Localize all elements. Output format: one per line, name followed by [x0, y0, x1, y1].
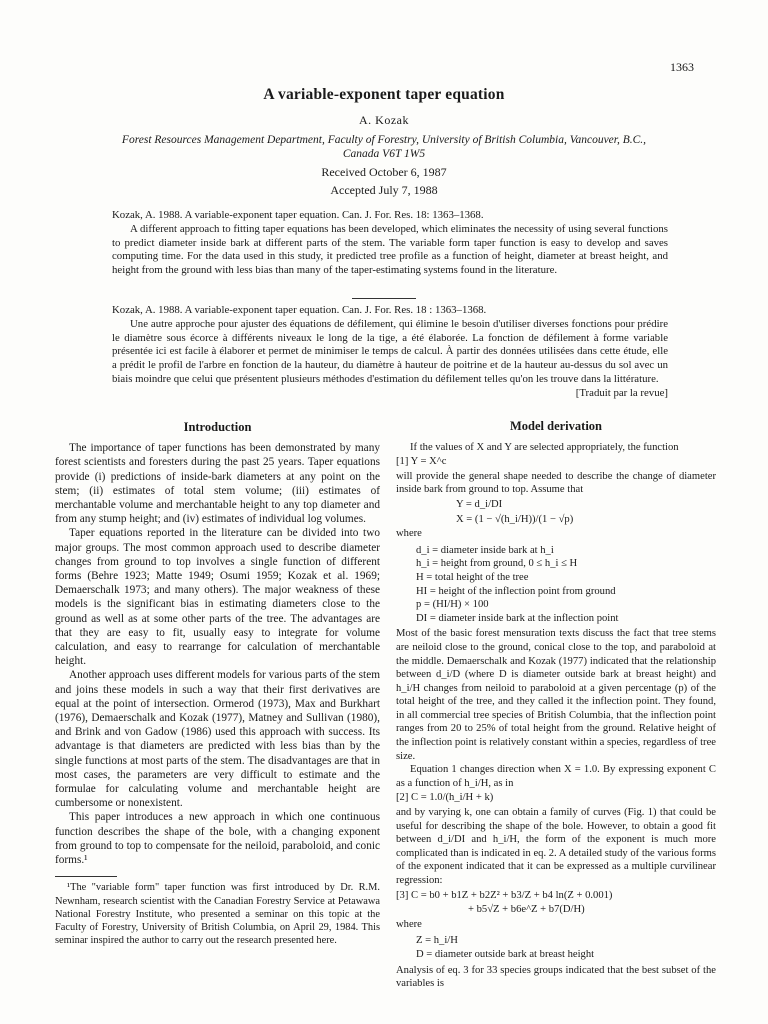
equation-3a: [3] C = b0 + b1Z + b2Z² + b3/Z + b4 ln(Z + 0.001) [396, 889, 613, 901]
definition-item: p = (HI/H) × 100 [416, 599, 489, 611]
intro-paragraph: Taper equations reported in the literature can be divided into two major groups. The most common approach used to describe diameter changes from ground to top involves a single function of different forms (Behre 1923; Matte 1949; Osumi 1959; Kozak et al. 1969; Demaerschalk 1973; and many others). The major weakness of these models is the significant bias in estimating diameters close to the ground as well as at some other parts of the tree. The advantages are that they are easy to fit, usually easy to integrate for volume calculation, and easy to rearrange for calculation of merchantable height. [55, 527, 380, 668]
received-date: Received October 6, 1987 [321, 165, 447, 179]
definition-item: h_i = height from ground, 0 ≤ h_i ≤ H [416, 558, 578, 570]
model-paragraph: If the values of X and Y are selected appropriately, the function [410, 441, 679, 453]
where-label: where [396, 528, 422, 540]
abstract-english [112, 209, 668, 278]
accepted-date: Accepted July 7, 1988 [330, 183, 438, 197]
introduction-column [55, 420, 380, 947]
where-label: where [396, 918, 422, 930]
definition-item: H = total height of the tree [416, 571, 529, 583]
paper-title: A variable-exponent taper equation [263, 86, 505, 103]
footnote-rule [55, 876, 117, 877]
definition-item: HI = height of the inflection point from ground [416, 585, 616, 597]
intro-paragraph: This paper introduces a new approach in which one continuous function describes the shape of the bole, with a changing exponent from ground to top to compensate for the neiloid, paraboloid, and conic forms.¹ [55, 811, 380, 867]
equation-2: [2] C = 1.0/(h_i/H + k) [396, 792, 494, 804]
affiliation: Forest Resources Management Department, Faculty of Forestry, University of British Columbia, Vancouver, B.C., Canada V6T 1W5 [121, 134, 647, 160]
footnote: ¹The "variable form" taper function was first introduced by Dr. R.M. Newnham, research scientist with the Canadian Forestry Service at Petawawa National Forestry Institute, who presented a seminar on this topic at the Faculty of Forestry, University of British Columbia, on April 29, 1984. This seminar inspired the author to carry out the research presented here. [55, 882, 380, 947]
abstract-divider [352, 298, 416, 299]
resume-citation: Kozak, A. 1988. A variable-exponent taper equation. Can. J. For. Res. 18 : 1363–1368. [112, 304, 487, 316]
model-paragraph: Most of the basic forest mensuration texts discuss the fact that tree stems are neiloid close to the ground, conical close to the top, and paraboloid at the middle. Demaerschalk and Kozak (1977) indicated that the relationship between d_i/D (where D is diameter outside bark at breast height) and h_i/H changes from neiloid to paraboloid at a given percentage (p) of the total height of the tree, and they called it the inflection point. They found, in all commercial tree species of British Columbia, that the inflection point ranges from 20 to 25% of total height from the ground. Relative height of the inflection point is relatively constant within a species, regardless of tree size. [396, 628, 716, 762]
model-paragraph: and by varying k, one can obtain a family of curves (Fig. 1) that could be useful for describing the shape of the bole. However, to obtain a good fit between d_i/DI and h_i/H, the form of the exponent is much more complicated than is indicated in eq. 2. A detailed study of the various forms of the exponent indicated that it can be expressed as a multiple curvilinear regression: [396, 807, 716, 886]
model-column [396, 420, 716, 991]
model-paragraph: will provide the general shape needed to describe the change of diameter inside bark from ground to top. Assume that [396, 470, 716, 496]
equation-1: [1] Y = X^c [396, 456, 447, 468]
abstract-citation: Kozak, A. 1988. A variable-exponent taper equation. Can. J. For. Res. 18: 1363–1368. [112, 209, 484, 221]
definition-item: DI = diameter inside bark at the inflection point [416, 612, 619, 624]
equation-x: X = (1 − √(h_i/H))/(1 − √p) [456, 513, 574, 525]
author: A. Kozak [359, 113, 409, 127]
model-paragraph: Equation 1 changes direction when X = 1.0. By expressing exponent C as a function of h_i/H, as in [396, 764, 716, 789]
introduction-heading: Introduction [183, 420, 252, 434]
abstract-french [112, 304, 668, 401]
model-paragraph: Analysis of eq. 3 for 33 species groups indicated that the best subset of the variables is [396, 964, 716, 990]
page-number: 1363 [670, 60, 694, 74]
equation-y: Y = d_i/DI [456, 498, 503, 510]
model-heading: Model derivation [509, 419, 602, 433]
intro-paragraph: The importance of taper functions has been demonstrated by many forest scientists and foresters during the past 25 years. Taper equations provide (i) predictions of inside-bark diameters at any point on the stem; (ii) estimates of total stem volume; (iii) estimates of merchantable volume and merchantable height to any top diameter and from any stump height; and (iv) estimates of individual log volumes. [55, 442, 380, 526]
definition-item: d_i = diameter inside bark at h_i [416, 544, 554, 556]
translated-note: [Traduit par la revue] [575, 386, 668, 399]
intro-paragraph: Another approach uses different models for various parts of the stem and joins these models in such a way that their first derivatives are equal at the point of intersection. Ormerod (1973), Max and Burkhart (1976), Demaerschalk and Kozak (1977), Matney and Sullivan (1980), and Brink and von Gadow (1986) used this approach with success. Its advantage is that diameters are predicted with less bias than by the single functions at most parts of the stem. The disadvantages are that in most cases, the parameters are very difficult to estimate and the formulae for calculating volume and merchantable height are cumbersome or nonexistent. [55, 669, 380, 810]
definition-item: Z = h_i/H [416, 935, 458, 947]
definition-item: D = diameter outside bark at breast height [416, 948, 595, 960]
definitions-list [416, 544, 716, 626]
equation-3b: + b5√Z + b6e^Z + b7(D/H) [468, 904, 585, 916]
definitions-list-2 [416, 934, 716, 961]
resume-text: Une autre approche pour ajuster des équations de défilement, qui élimine le besoin d'utiliser diverses fonctions pour prédire le diamètre sous écorce à différents niveaux le long de la tige, a été élaborée. La fonction de défilement à forme variable présentée ici est facile à élaborer et permet de minimiser le temps de calcul. À partir des données utilisées dans cette étude, elle a prédit le profil de l'arbre en fonction de la hauteur, du diamètre à hauteur de poitrine et de la hauteur au-dessus du sol avec un biais moindre que celui que présentent plusieurs méthodes d'estimation du défilement telles qu'on les trouve dans la littérature. [112, 317, 668, 385]
abstract-text: A different approach to fitting taper equations has been developed, which eliminates the necessity of using several functions to predict diameter inside bark at different parts of the stem. The variable form taper function is easy to develop and saves computing time. For the data used in this study, it predicted tree profile as a function of height, diameter at breast height, and height from the ground with less bias than many of the taper-estimating systems found in the literature. [112, 222, 668, 277]
